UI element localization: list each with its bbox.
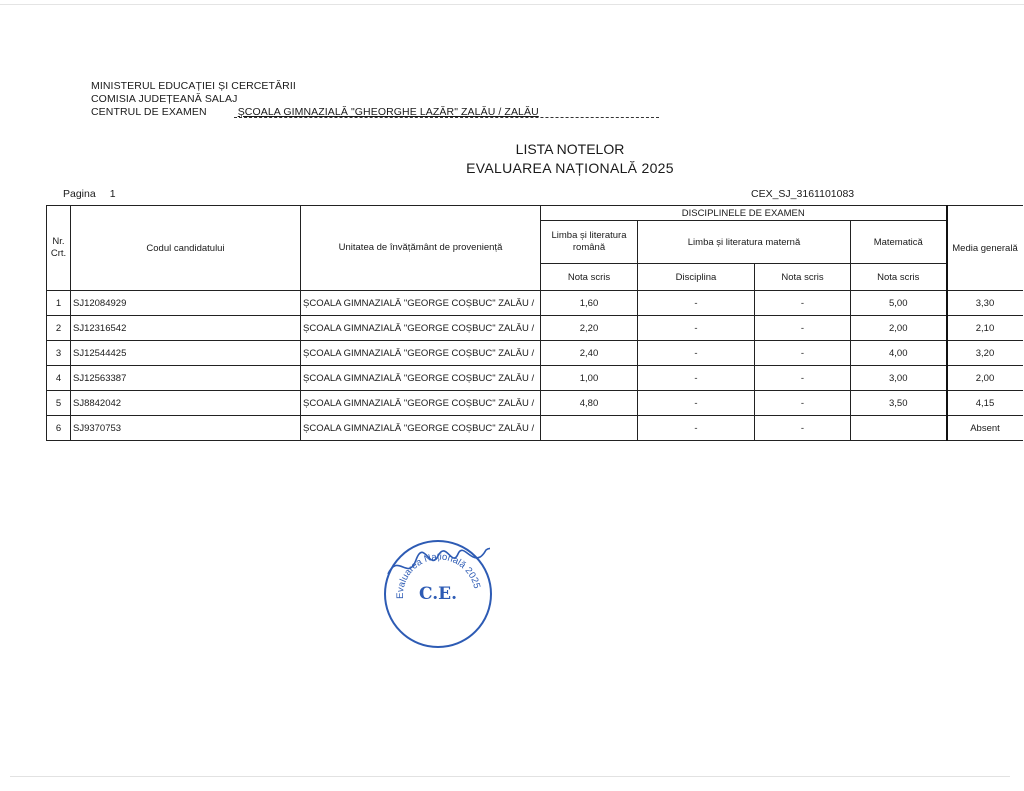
cell-mother-tongue-grade: - (755, 416, 851, 441)
page-indicator (63, 188, 116, 200)
cell-mother-tongue-grade: - (755, 366, 851, 391)
header-math: Matematică (851, 221, 947, 264)
header-mother-tongue: Limba și literatura maternă (638, 221, 851, 264)
header-romanian-written: Nota scris (541, 264, 638, 291)
page-number: 1 (109, 188, 116, 200)
cell-mother-tongue-subject: - (638, 391, 755, 416)
cell-romanian-grade: 1,60 (541, 291, 638, 316)
document-subtitle: EVALUAREA NAȚIONALĂ 2025 (466, 160, 674, 176)
cell-romanian-grade: 4,80 (541, 391, 638, 416)
exam-center-stamp (384, 540, 492, 648)
cell-romanian-grade: 2,40 (541, 341, 638, 366)
cell-candidate-code: SJ12316542 (71, 316, 301, 341)
cell-mother-tongue-grade: - (755, 391, 851, 416)
header-candidate-code: Codul candidatului (71, 206, 301, 291)
cell-candidate-code: SJ12563387 (71, 366, 301, 391)
cell-general-average: 4,15 (947, 391, 1023, 416)
header-math-written: Nota scris (851, 264, 947, 291)
cell-school: ȘCOALA GIMNAZIALĂ "GEORGE COȘBUC" ZALĂU / (301, 341, 541, 366)
dashed-underline (234, 117, 659, 118)
cell-nr: 1 (47, 291, 71, 316)
header-mother-tongue-subject: Disciplina (638, 264, 755, 291)
table-row (47, 316, 1023, 341)
cell-nr: 4 (47, 366, 71, 391)
exam-center-label: CENTRUL DE EXAMEN (91, 106, 207, 118)
exam-center-field (238, 106, 539, 119)
header-romanian: Limba și literatura română (541, 221, 638, 264)
cell-math-grade: 2,00 (851, 316, 947, 341)
page-label: Pagina (63, 188, 96, 200)
table-header-row (47, 206, 1023, 221)
cell-mother-tongue-grade: - (755, 341, 851, 366)
cell-general-average: Absent (947, 416, 1023, 441)
cell-general-average: 2,00 (947, 366, 1023, 391)
cell-romanian-grade (541, 416, 638, 441)
cell-school: ȘCOALA GIMNAZIALĂ "GEORGE COȘBUC" ZALĂU / (301, 316, 541, 341)
cell-math-grade: 4,00 (851, 341, 947, 366)
table-row (47, 416, 1023, 441)
header-school-of-origin: Unitatea de învățământ de proveniență (301, 206, 541, 291)
cell-mother-tongue-grade: - (755, 316, 851, 341)
table-row (47, 366, 1023, 391)
cell-candidate-code: SJ12084929 (71, 291, 301, 316)
cell-nr: 6 (47, 416, 71, 441)
grades-table (46, 205, 1023, 441)
cell-mother-tongue-grade: - (755, 291, 851, 316)
cell-general-average: 2,10 (947, 316, 1023, 341)
scan-edge-bottom (10, 776, 1010, 777)
table-row (47, 341, 1023, 366)
cell-nr: 3 (47, 341, 71, 366)
cell-romanian-grade: 2,20 (541, 316, 638, 341)
cell-math-grade: 3,50 (851, 391, 947, 416)
cell-nr: 5 (47, 391, 71, 416)
table-row (47, 291, 1023, 316)
cell-candidate-code: SJ8842042 (71, 391, 301, 416)
cell-mother-tongue-subject: - (638, 366, 755, 391)
header-mother-tongue-written: Nota scris (755, 264, 851, 291)
cell-mother-tongue-subject: - (638, 416, 755, 441)
cell-mother-tongue-subject: - (638, 316, 755, 341)
cell-math-grade: 3,00 (851, 366, 947, 391)
cell-nr: 2 (47, 316, 71, 341)
cell-school: ȘCOALA GIMNAZIALĂ "GEORGE COȘBUC" ZALĂU / (301, 366, 541, 391)
cell-mother-tongue-subject: - (638, 341, 755, 366)
header-general-average: Media generală (947, 206, 1023, 291)
cell-candidate-code: SJ12544425 (71, 341, 301, 366)
cell-general-average: 3,20 (947, 341, 1023, 366)
cell-candidate-code: SJ9370753 (71, 416, 301, 441)
cell-general-average: 3,30 (947, 291, 1023, 316)
document-header (91, 80, 539, 119)
table-row (47, 391, 1023, 416)
document-title: LISTA NOTELOR (515, 141, 625, 157)
cell-school: ȘCOALA GIMNAZIALĂ "GEORGE COȘBUC" ZALĂU / (301, 391, 541, 416)
cell-math-grade (851, 416, 947, 441)
cell-mother-tongue-subject: - (638, 291, 755, 316)
ministry-name: MINISTERUL EDUCAȚIEI ȘI CERCETĂRII (91, 80, 296, 92)
cell-school: ȘCOALA GIMNAZIALĂ "GEORGE COȘBUC" ZALĂU / (301, 416, 541, 441)
header-exam-subjects: DISCIPLINELE DE EXAMEN (541, 206, 947, 221)
stamp-ring-text: Evaluarea Națională 2025 (394, 551, 483, 599)
cell-romanian-grade: 1,00 (541, 366, 638, 391)
scan-edge-top (0, 4, 1024, 5)
header-nr-crt: Nr. Crt. (47, 206, 71, 291)
exam-center-line (91, 106, 539, 119)
stamp-center-text: C.E. (418, 584, 458, 604)
exam-center-code: CEX_SJ_3161101083 (751, 188, 855, 200)
cell-math-grade: 5,00 (851, 291, 947, 316)
exam-center-value: ȘCOALA GIMNAZIALĂ "GHEORGHE LAZĂR" ZALĂU / ZALĂU (237, 106, 539, 118)
cell-school: ȘCOALA GIMNAZIALĂ "GEORGE COȘBUC" ZALĂU / (301, 291, 541, 316)
commission-name: COMISIA JUDEȚEANĂ SALAJ (91, 93, 238, 105)
